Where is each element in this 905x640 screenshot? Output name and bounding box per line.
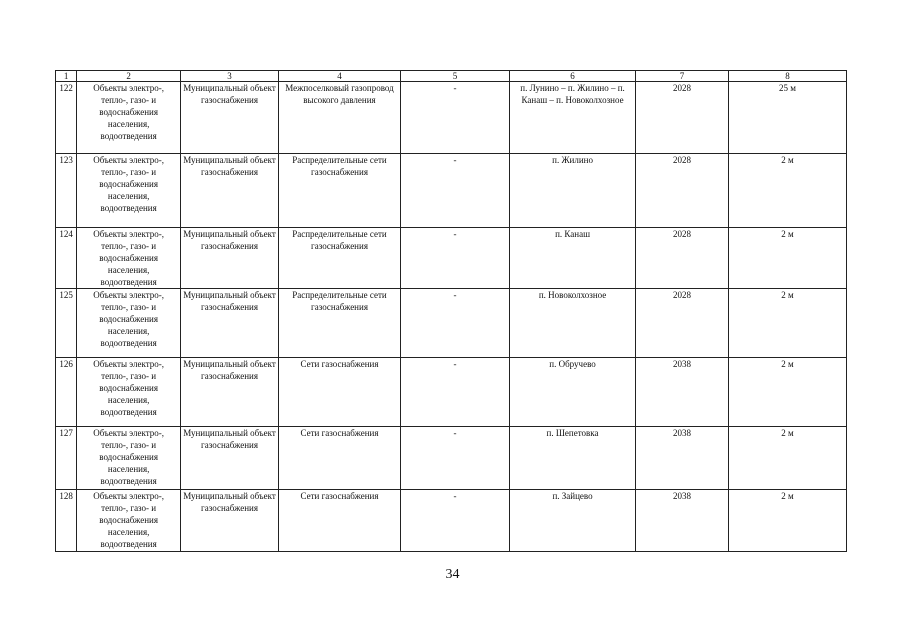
object-type-cell: Муниципальный объект газоснабжения <box>181 82 279 154</box>
column5-cell: - <box>401 289 510 358</box>
object-name-cell: Сети газоснабжения <box>278 427 400 490</box>
row-number-cell: 124 <box>56 228 77 289</box>
header-cell: 4 <box>278 71 400 82</box>
column5-cell: - <box>401 358 510 427</box>
object-type-cell: Муниципальный объект газоснабжения <box>181 427 279 490</box>
table-row <box>56 490 847 552</box>
zone-cell: 2 м <box>728 358 846 427</box>
object-name-cell: Распределительные сети газоснабжения <box>278 289 400 358</box>
column5-cell: - <box>401 154 510 228</box>
object-type-cell: Муниципальный объект газоснабжения <box>181 289 279 358</box>
column5-cell: - <box>401 228 510 289</box>
zone-cell: 2 м <box>728 490 846 552</box>
object-category-cell: Объекты электро-, тепло-, газо- и водоснабжения населения, водоотведения <box>77 490 181 552</box>
year-cell: 2038 <box>636 358 729 427</box>
page-number: 34 <box>445 567 460 582</box>
table-body <box>56 71 847 552</box>
table-row <box>56 154 847 228</box>
row-number-cell: 128 <box>56 490 77 552</box>
object-category-cell: Объекты электро-, тепло-, газо- и водоснабжения населения, водоотведения <box>77 82 181 154</box>
table-row <box>56 289 847 358</box>
location-cell: п. Зайцево <box>509 490 635 552</box>
year-cell: 2028 <box>636 154 729 228</box>
row-number-cell: 123 <box>56 154 77 228</box>
objects-table <box>55 70 847 552</box>
object-category-cell: Объекты электро-, тепло-, газо- и водоснабжения населения, водоотведения <box>77 427 181 490</box>
header-cell: 3 <box>181 71 279 82</box>
header-cell: 7 <box>636 71 729 82</box>
header-cell: 1 <box>56 71 77 82</box>
object-name-cell: Межпоселковый газопровод высокого давления <box>278 82 400 154</box>
year-cell: 2038 <box>636 427 729 490</box>
object-name-cell: Распределительные сети газоснабжения <box>278 228 400 289</box>
year-cell: 2038 <box>636 490 729 552</box>
object-category-cell: Объекты электро-, тепло-, газо- и водоснабжения населения, водоотведения <box>77 228 181 289</box>
row-number-cell: 127 <box>56 427 77 490</box>
header-cell: 8 <box>728 71 846 82</box>
location-cell: п. Канаш <box>509 228 635 289</box>
location-cell: п. Жилино <box>509 154 635 228</box>
object-name-cell: Сети газоснабжения <box>278 490 400 552</box>
object-name-cell: Сети газоснабжения <box>278 358 400 427</box>
table-row <box>56 358 847 427</box>
zone-cell: 2 м <box>728 427 846 490</box>
row-number-cell: 125 <box>56 289 77 358</box>
zone-cell: 25 м <box>728 82 846 154</box>
object-type-cell: Муниципальный объект газоснабжения <box>181 358 279 427</box>
year-cell: 2028 <box>636 228 729 289</box>
object-name-cell: Распределительные сети газоснабжения <box>278 154 400 228</box>
header-row <box>56 71 847 82</box>
object-type-cell: Муниципальный объект газоснабжения <box>181 154 279 228</box>
header-cell: 2 <box>77 71 181 82</box>
zone-cell: 2 м <box>728 228 846 289</box>
location-cell: п. Шепетовка <box>509 427 635 490</box>
column5-cell: - <box>401 490 510 552</box>
row-number-cell: 122 <box>56 82 77 154</box>
location-cell: п. Обручево <box>509 358 635 427</box>
header-cell: 5 <box>401 71 510 82</box>
header-cell: 6 <box>509 71 635 82</box>
zone-cell: 2 м <box>728 289 846 358</box>
table-row <box>56 228 847 289</box>
year-cell: 2028 <box>636 82 729 154</box>
row-number-cell: 126 <box>56 358 77 427</box>
location-cell: п. Лунино – п. Жилино – п. Канаш – п. Новоколхозное <box>509 82 635 154</box>
object-category-cell: Объекты электро-, тепло-, газо- и водоснабжения населения, водоотведения <box>77 154 181 228</box>
object-category-cell: Объекты электро-, тепло-, газо- и водоснабжения населения, водоотведения <box>77 358 181 427</box>
year-cell: 2028 <box>636 289 729 358</box>
zone-cell: 2 м <box>728 154 846 228</box>
object-category-cell: Объекты электро-, тепло-, газо- и водоснабжения населения, водоотведения <box>77 289 181 358</box>
table-row <box>56 82 847 154</box>
column5-cell: - <box>401 427 510 490</box>
column5-cell: - <box>401 82 510 154</box>
object-type-cell: Муниципальный объект газоснабжения <box>181 228 279 289</box>
table-row <box>56 427 847 490</box>
location-cell: п. Новоколхозное <box>509 289 635 358</box>
object-type-cell: Муниципальный объект газоснабжения <box>181 490 279 552</box>
